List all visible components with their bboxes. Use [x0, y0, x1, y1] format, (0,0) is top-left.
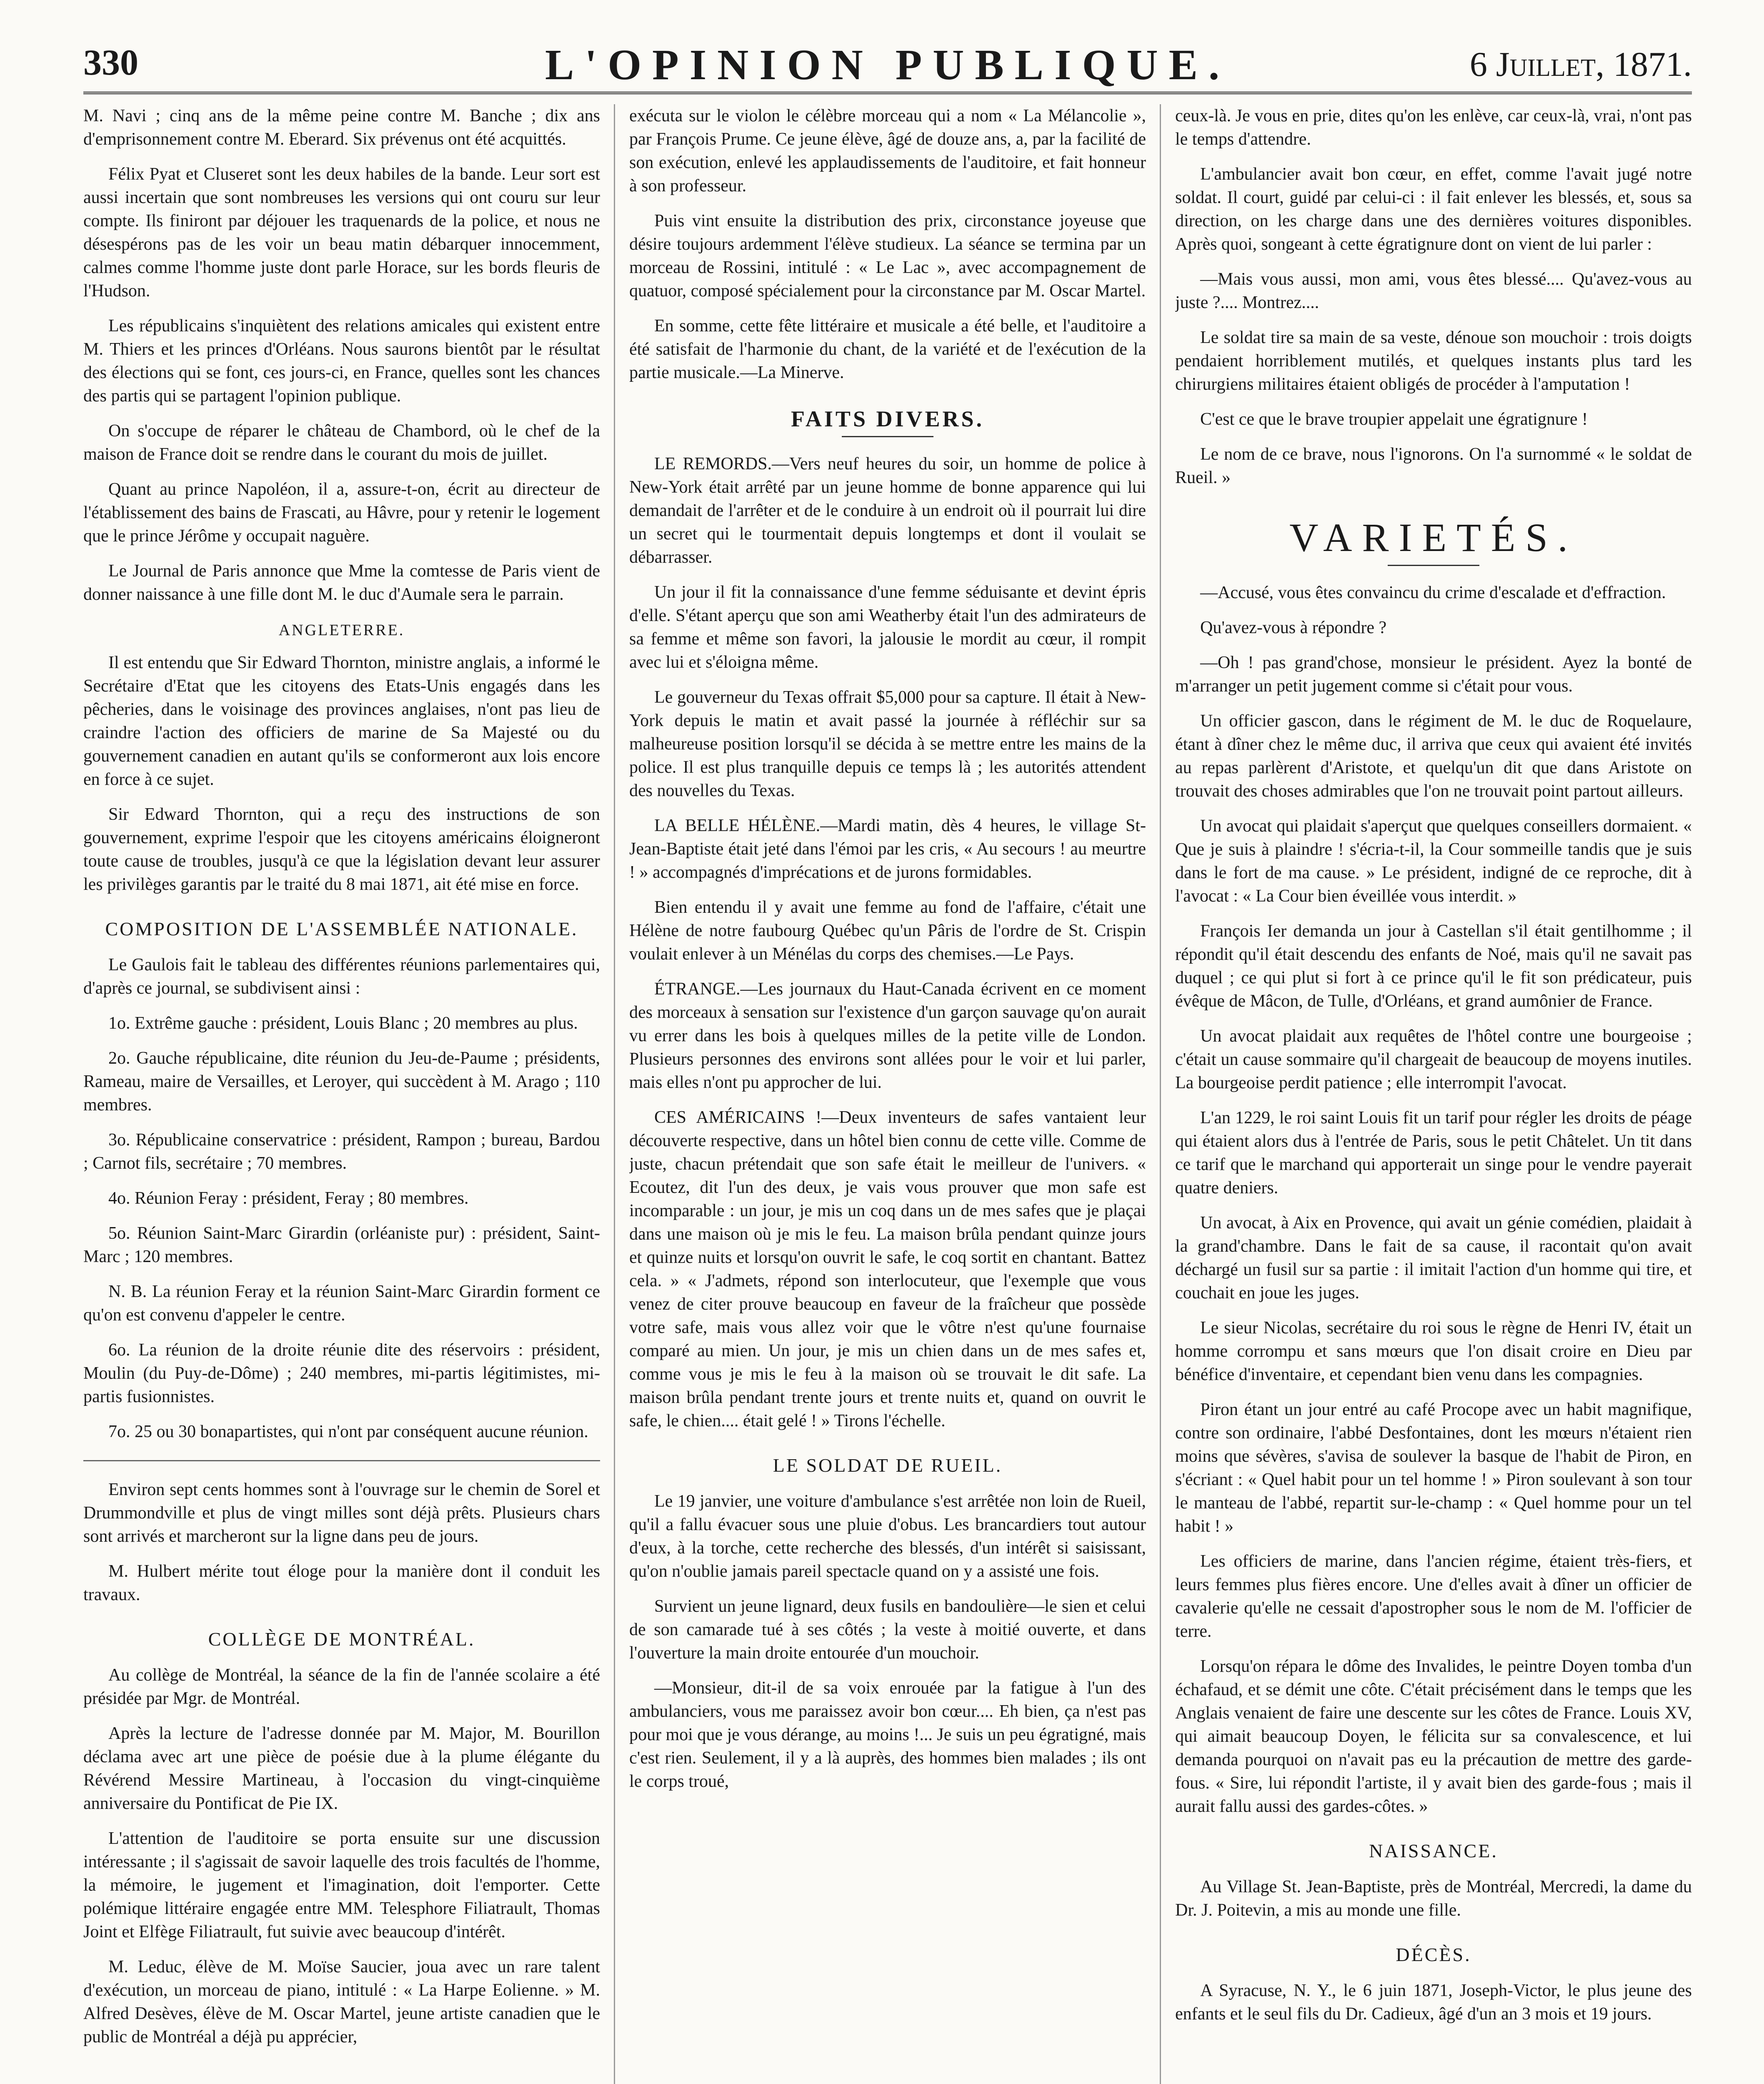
paragraph: Le soldat tire sa main de sa veste, dénoue son mouchoir : trois doigts pendaient horriblement mutilés, et quelques instants plus tard les chirurgiens militaires étaient obligés de procéder à l'amputation ! — [1175, 328, 1692, 394]
paragraph: Un avocat, à Aix en Provence, qui avait un génie comédien, plaidait à la grand'chambre. Dans le fait de sa cause, il racontait qu'on avait déchargé un fusil sur sa partie : il imitait l'action d'un homme qui tire, et couchait en joue les juges. — [1175, 1213, 1692, 1302]
section-heading: ANGLETERRE. — [278, 621, 405, 639]
paragraph: ceux-là. Je vous en prie, dites qu'on les enlève, car ceux-là, vrai, n'ont pas le temps d'attendre. — [1175, 106, 1692, 149]
list-item: 3o. Républicaine conservatrice : président, Rampon ; bureau, Bardou ; Carnot fils, secrétaire ; 70 membres. — [83, 1130, 600, 1173]
column-3 — [1175, 104, 1692, 2084]
paragraph: M. Leduc, élève de M. Moïse Saucier, joua avec un rare talent d'exécution, un morceau de piano, intitulé : « La Harpe Eolienne. » M. Alfred Desèves, élève de M. Oscar Martel, jeune artiste canadien que le public de Montréal a déjà pu apprécier, — [83, 1957, 600, 2046]
masthead — [83, 38, 1692, 94]
list-item: 5o. Réunion Saint-Marc Girardin (orléaniste pur) : président, Saint-Marc ; 120 membres. — [83, 1224, 600, 1266]
page-number: 330 — [83, 43, 138, 83]
paragraph: Les républicains s'inquiètent des relations amicales qui existent entre M. Thiers et les princes d'Orléans. Nous saurons bientôt par le résultat des élections qui se font, ces jours-ci, en France, quelles sont les chances des partis qui se partagent l'opinion publique. — [83, 316, 600, 406]
section-heading: NAISSANCE. — [1369, 1840, 1498, 1861]
paragraph: LE REMORDS.—Vers neuf heures du soir, un homme de police à New-York était arrêté par un jeune homme de bonne apparence qui lui demandait de l'arrêter et de le conduire à un endroit où il pourrait lui dire un secret qui le tourmentait depuis longtemps et dont il voulait se débarrasser. — [629, 454, 1146, 567]
paragraph: Au Village St. Jean-Baptiste, près de Montréal, Mercredi, la dame du Dr. J. Poitevin, a mis au monde une fille. — [1175, 1877, 1692, 1920]
paragraph: Un avocat plaidait aux requêtes de l'hôtel contre une bourgeoise ; c'était un cause sommaire qu'il chargeait de beaucoup de moyens inutiles. La bourgeoise perdit patience ; elle interrompit l'avocat. — [1175, 1027, 1692, 1092]
paragraph: Lorsqu'on répara le dôme des Invalides, le peintre Doyen tomba d'un échafaud, et se démit une côte. C'était précisément dans le temps que les Anglais venaient de faire une descente sur les côtes de France. Louis XV, qui aimait beaucoup Doyen, le félicita sur sa convalescence, et lui demanda pourquoi on n'avait pas eu la précaution de mettre des garde-fous. « Sire, lui répondit l'artiste, il y avait bien des garde-fous ; mais il aurait fallu aussi des gardes-côtes. » — [1175, 1657, 1692, 1816]
paragraph: exécuta sur le violon le célèbre morceau qui a nom « La Mélancolie », par François Prume. Ce jeune élève, âgé de douze ans, a, par la facilité de son exécution, enlevé les applaudissements de l'auditoire, et fait honneur à son professeur. — [629, 106, 1146, 195]
column-1 — [83, 104, 600, 2084]
paragraph: Un jour il fit la connaissance d'une femme séduisante et devint épris d'elle. S'étant aperçu que son ami Weatherby était l'un des admirateurs de sa femme et même son favori, la jalousie le mordit au cœur, il rompit avec lui et s'éloigna même. — [629, 583, 1146, 672]
paragraph: Il est entendu que Sir Edward Thornton, ministre anglais, a informé le Secrétaire d'Etat que les citoyens des Etats-Unis engagés dans les pêcheries, dans le voisinage des provinces anglaises, n'ont pas lieu de craindre l'action des officiers de marine de Sa Majesté ou du gouvernement canadien en autant qu'ils se conformeront aux lois encore en force à ce sujet. — [83, 653, 600, 789]
paragraph: Bien entendu il y avait une femme au fond de l'affaire, c'était une Hélène de notre faubourg Québec qu'un Pâris de l'ordre de St. Crispin voulait enlever à un Ménélas du corps des chemises.—Le Pays. — [629, 898, 1146, 964]
paragraph: —Accusé, vous êtes convaincu du crime d'escalade et d'effraction. — [1200, 583, 1666, 602]
paragraph: Félix Pyat et Cluseret sont les deux habiles de la bande. Leur sort est aussi incertain que sont nombreuses les versions qui ont couru sur leur compte. Ils finiront par déjouer les traquenards de la police, et nous ne désespérons pas de les voir un beau matin débarquer innocemment, calmes comme l'homme juste dont parle Horace, sur les bords fleuris de l'Hudson. — [83, 165, 600, 301]
paragraph: Le 19 janvier, une voiture d'ambulance s'est arrêtée non loin de Rueil, qu'il a fallu évacuer sous une pluie d'obus. Les brancardiers tout autour d'eux, à la torche, cette recherche des blessés, d'un intérêt si saisissant, qu'on n'oublie jamais pareil spectacle quand on y a assisté une fois. — [629, 1492, 1146, 1581]
paragraph: Qu'avez-vous à répondre ? — [1200, 618, 1387, 637]
list-item: 4o. Réunion Feray : président, Feray ; 80 membres. — [108, 1189, 469, 1208]
paragraph: Le Journal de Paris annonce que Mme la comtesse de Paris vient de donner naissance à une fille dont M. le duc d'Aumale sera le parrain. — [83, 561, 600, 604]
list-item: 2o. Gauche républicaine, dite réunion du Jeu-de-Paume ; présidents, Rameau, maire de Versailles, et Leroyer, qui succèdent à M. Arago ; 110 membres. — [83, 1049, 600, 1115]
section-heading: FAITS DIVERS. — [791, 406, 985, 431]
section-heading: COLLÈGE DE MONTRÉAL. — [208, 1628, 475, 1650]
paragraph: Survient un jeune lignard, deux fusils en bandoulière—le sien et celui de son camarade tué à ses côtés ; la veste à moitié ouverte, et dans l'ouverture la main droite entourée d'un mouchoir. — [629, 1597, 1146, 1663]
paragraph: LA BELLE HÉLÈNE.—Mardi matin, dès 4 heures, le village St-Jean-Baptiste était jeté dans l'émoi par les cris, « Au secours ! au meurtre ! » accompagnés d'imprécations et de jurons formidables. — [629, 816, 1146, 882]
list-item: 6o. La réunion de la droite réunie dite des réservoirs : président, Moulin (du Puy-de-Dôme) ; 240 membres, mi-partis légitimistes, mi-partis fusionnistes. — [83, 1340, 600, 1406]
paragraph: Un officier gascon, dans le régiment de M. le duc de Roquelaure, étant à dîner chez le même duc, il arriva que ceux qui avaient été invités au repas parlèrent d'Aristote, et quelqu'un dit que dans Aristote on trouvait des choses admirables que l'on ne trouvait point partout ailleurs. — [1175, 711, 1692, 801]
paragraph: M. Navi ; cinq ans de la même peine contre M. Banche ; dix ans d'emprisonnement contre M. Eberard. Six prévenus ont été acquittés. — [83, 106, 600, 149]
paragraph: Sir Edward Thornton, qui a reçu des instructions de son gouvernement, exprime l'espoir que les citoyens américains éloigneront toute cause de troubles, jusqu'à ce que la législation devant leur assurer les privilèges garantis par le traité du 8 mai 1871, ait été mise en force. — [83, 805, 600, 894]
paragraph: Au collège de Montréal, la séance de la fin de l'année scolaire a été présidée par Mgr. de Montréal. — [83, 1666, 600, 1708]
paragraph: Puis vint ensuite la distribution des prix, circonstance joyeuse que désire toujours ardemment l'élève studieux. La séance se termina par un morceau de Rossini, intitulé : « Le Lac », avec accompagnement de quatuor, composé spécialement pour la circonstance par M. Oscar Martel. — [629, 211, 1146, 301]
paragraph: CES AMÉRICAINS !—Deux inventeurs de safes vantaient leur découverte respective, dans un hôtel bien connu de cette ville. Comme de juste, chacun prétendait que son safe était le meilleur de l'univers. « Ecoutez, dit l'un des deux, je vais vous prouver que mon safe est incomparable : un jour, je mis un coq dans un de mes safes que je plaçai dans une maison où je mis le feu. La maison brûla pendant quinze jours et quinze nuits et lorsqu'on ouvrit le safe, le coq sortit en chantant. Battez cela. » « J'admets, répond son interlocuteur, que l'exemple que vous venez de citer prouve beaucoup en faveur de la fraîcheur que possède votre safe, mais vous allez voir que le vôtre n'est qu'une fournaise comparé au mien. Un jour, je mis un chien dans un de mes safes et, comme vous je mis le feu à la maison où se trouvait le dit safe. La maison brûla pendant trente jours et trente nuits et, quand on ouvrit le safe, le chien.... était gelé ! » Tirons l'échelle. — [629, 1108, 1146, 1430]
paragraph: —Oh ! pas grand'chose, monsieur le président. Ayez la bonté de m'arranger un petit jugement comme si c'était pour vous. — [1175, 653, 1692, 696]
paragraph: A Syracuse, N. Y., le 6 juin 1871, Joseph-Victor, le plus jeune des enfants et le seul fils du Dr. Cadieux, âgé d'un an 3 mois et 19 jours. — [1175, 1981, 1692, 2024]
paragraph: M. Hulbert mérite tout éloge pour la manière dont il conduit les travaux. — [83, 1562, 600, 1604]
newspaper-page — [83, 38, 1692, 2084]
paragraph: Après la lecture de l'adresse donnée par M. Major, M. Bourillon déclama avec art une pièce de poésie due à la plume élégante du Révérend Messire Martineau, à l'occasion du vingt-cinquième anniversaire du Pontificat de Pie IX. — [83, 1724, 600, 1813]
paragraph: —Mais vous aussi, mon ami, vous êtes blessé.... Qu'avez-vous au juste ?.... Montrez.... — [1175, 270, 1692, 312]
paragraph: Environ sept cents hommes sont à l'ouvrage sur le chemin de Sorel et Drummondville et plus de vingt milles sont déjà prêts. Plusieurs chars sont arrivés et marcheront sur la ligne dans peu de jours. — [83, 1480, 600, 1546]
newspaper-title: L'OPINION PUBLIQUE. — [545, 41, 1230, 89]
paragraph: Piron étant un jour entré au café Procope avec un habit magnifique, contre son ordinaire, l'abbé Desfontaines, dont les mœurs n'étaient rien moins que sévères, s'avisa de soulever la basque de l'habit de Piron, en s'écriant : « Quel habit pour un tel homme ! » Piron soulevant à son tour le manteau de l'abbé, repartit sur-le-champ : « Quel homme pour un tel habit ! » — [1175, 1400, 1692, 1536]
section-heading: DÉCÈS. — [1396, 1944, 1471, 1965]
paragraph: Quant au prince Napoléon, il a, assure-t-on, écrit au directeur de l'établissement des bains de Frascati, au Hâvre, pour y retenir le logement que le prince Jérôme y occupait naguère. — [83, 480, 600, 546]
section-heading: LE SOLDAT DE RUEIL. — [773, 1455, 1003, 1476]
paragraph: Un avocat qui plaidait s'aperçut que quelques conseillers dormaient. « Que je suis à plaindre ! s'écria-t-il, la Cour sommeille tandis que je suis dans le fort de ma cause. » Le président, indigné de ce reproche, dit à l'avocat : « La Cour bien éveillée vous interdit. » — [1175, 817, 1692, 906]
paragraph: L'attention de l'auditoire se porta ensuite sur une discussion intéressante ; il s'agissait de savoir laquelle des trois facultés de l'homme, la mémoire, le jugement et l'imagination, doit l'emporter. Cette polémique littéraire engagée entre MM. Telesphore Filiatrault, Thomas Joint et Elfège Filiatrault, fut suivie avec beaucoup d'intérêt. — [83, 1829, 600, 1941]
list-item: 7o. 25 ou 30 bonapartistes, qui n'ont par conséquent aucune réunion. — [108, 1422, 588, 1441]
column-2 — [629, 104, 1146, 2084]
paragraph: François Ier demanda un jour à Castellan s'il était gentilhomme ; il répondit qu'il était descendu des enfants de Noé, mais qu'il ne savait pas duquel ; ce qui plut si fort à ce prince qu'il le fit son prédicateur, puis évêque de Mâcon, de Tulle, d'Orléans, et grand aumônier de France. — [1175, 922, 1692, 1011]
paragraph: Le Gaulois fait le tableau des différentes réunions parlementaires qui, d'après ce journal, se subdivisent ainsi : — [83, 955, 600, 998]
paragraph: Le sieur Nicolas, secrétaire du roi sous le règne de Henri IV, était un homme corrompu et sans mœurs que l'on disait croire en Dieu par bénéfice d'inventaire, et cependant bien venu dans les compagnies. — [1175, 1318, 1692, 1384]
paragraph: —Monsieur, dit-il de sa voix enrouée par la fatigue à l'un des ambulanciers, vous me paraissez avoir bon cœur.... Eh bien, ça n'est pas pour moi que je vous dérange, au moins !... Je suis un peu égratigné, mais c'est rien. Seulement, il y a là auprès, des hommes bien malades ; ils ont le corps troué, — [629, 1678, 1146, 1791]
paragraph: Le gouverneur du Texas offrait $5,000 pour sa capture. Il était à New-York depuis le matin et avait passé la journée à réfléchir sur sa malheureuse position lorsqu'il se décida à se mettre entre les mains de la police. Il est plus tranquille depuis ce temps là ; les autorités attendent des nouvelles du Texas. — [629, 688, 1146, 800]
paragraph: On s'occupe de réparer le château de Chambord, où le chef de la maison de France doit se rendre dans le courant du mois de juillet. — [83, 421, 600, 464]
section-heading: COMPOSITION DE L'ASSEMBLÉE NATIONALE. — [105, 918, 578, 939]
columns — [83, 104, 1692, 2084]
list-item: N. B. La réunion Feray et la réunion Saint-Marc Girardin forment ce qu'on est convenu d'appeler le centre. — [83, 1282, 600, 1325]
paragraph: L'ambulancier avait bon cœur, en effet, comme l'avait jugé notre soldat. Il court, guidé par celui-ci : il fait enlever les blessés, et, sous sa direction, on les charge dans une des dernières voitures disponibles. Après quoi, songeant à cette égratignure dont on vient de lui parler : — [1175, 165, 1692, 254]
divider — [842, 436, 933, 437]
divider — [1388, 565, 1479, 566]
section-heading: VARIETÉS. — [1289, 515, 1578, 560]
issue-date: 6 Juillet, 1871. — [1469, 45, 1692, 84]
paragraph: L'an 1229, le roi saint Louis fit un tarif pour régler les droits de péage qui étaient alors dus à l'entrée de Paris, sous le petit Châtelet. Un tit dans ce tarif que le marchand qui apporterait un singe pour le vendre payerait quatre deniers. — [1175, 1108, 1692, 1197]
divider — [83, 1460, 600, 1461]
list-item: 1o. Extrême gauche : président, Louis Blanc ; 20 membres au plus. — [108, 1014, 578, 1033]
paragraph: Les officiers de marine, dans l'ancien régime, étaient très-fiers, et leurs femmes plus fières encore. Une d'elles avait à dîner un officier de cavalerie qu'elle ne cessait d'apostropher sous le nom de M. l'officier de terre. — [1175, 1552, 1692, 1641]
paragraph: ÉTRANGE.—Les journaux du Haut-Canada écrivent en ce moment des morceaux à sensation sur l'existence d'un garçon sauvage qu'on aurait vu errer dans les bois à quelques milles de la petite ville de London. Plusieurs personnes des environs sont allées pour le voir et lui parler, mais elles n'ont pu approcher de lui. — [629, 979, 1146, 1092]
paragraph: Le nom de ce brave, nous l'ignorons. On l'a surnommé « le soldat de Rueil. » — [1175, 445, 1692, 487]
paragraph: C'est ce que le brave troupier appelait une égratignure ! — [1200, 410, 1588, 429]
paragraph: En somme, cette fête littéraire et musicale a été belle, et l'auditoire a été satisfait de l'harmonie du chant, de la variété et de l'exécution de la partie musicale.—La Minerve. — [629, 316, 1146, 382]
